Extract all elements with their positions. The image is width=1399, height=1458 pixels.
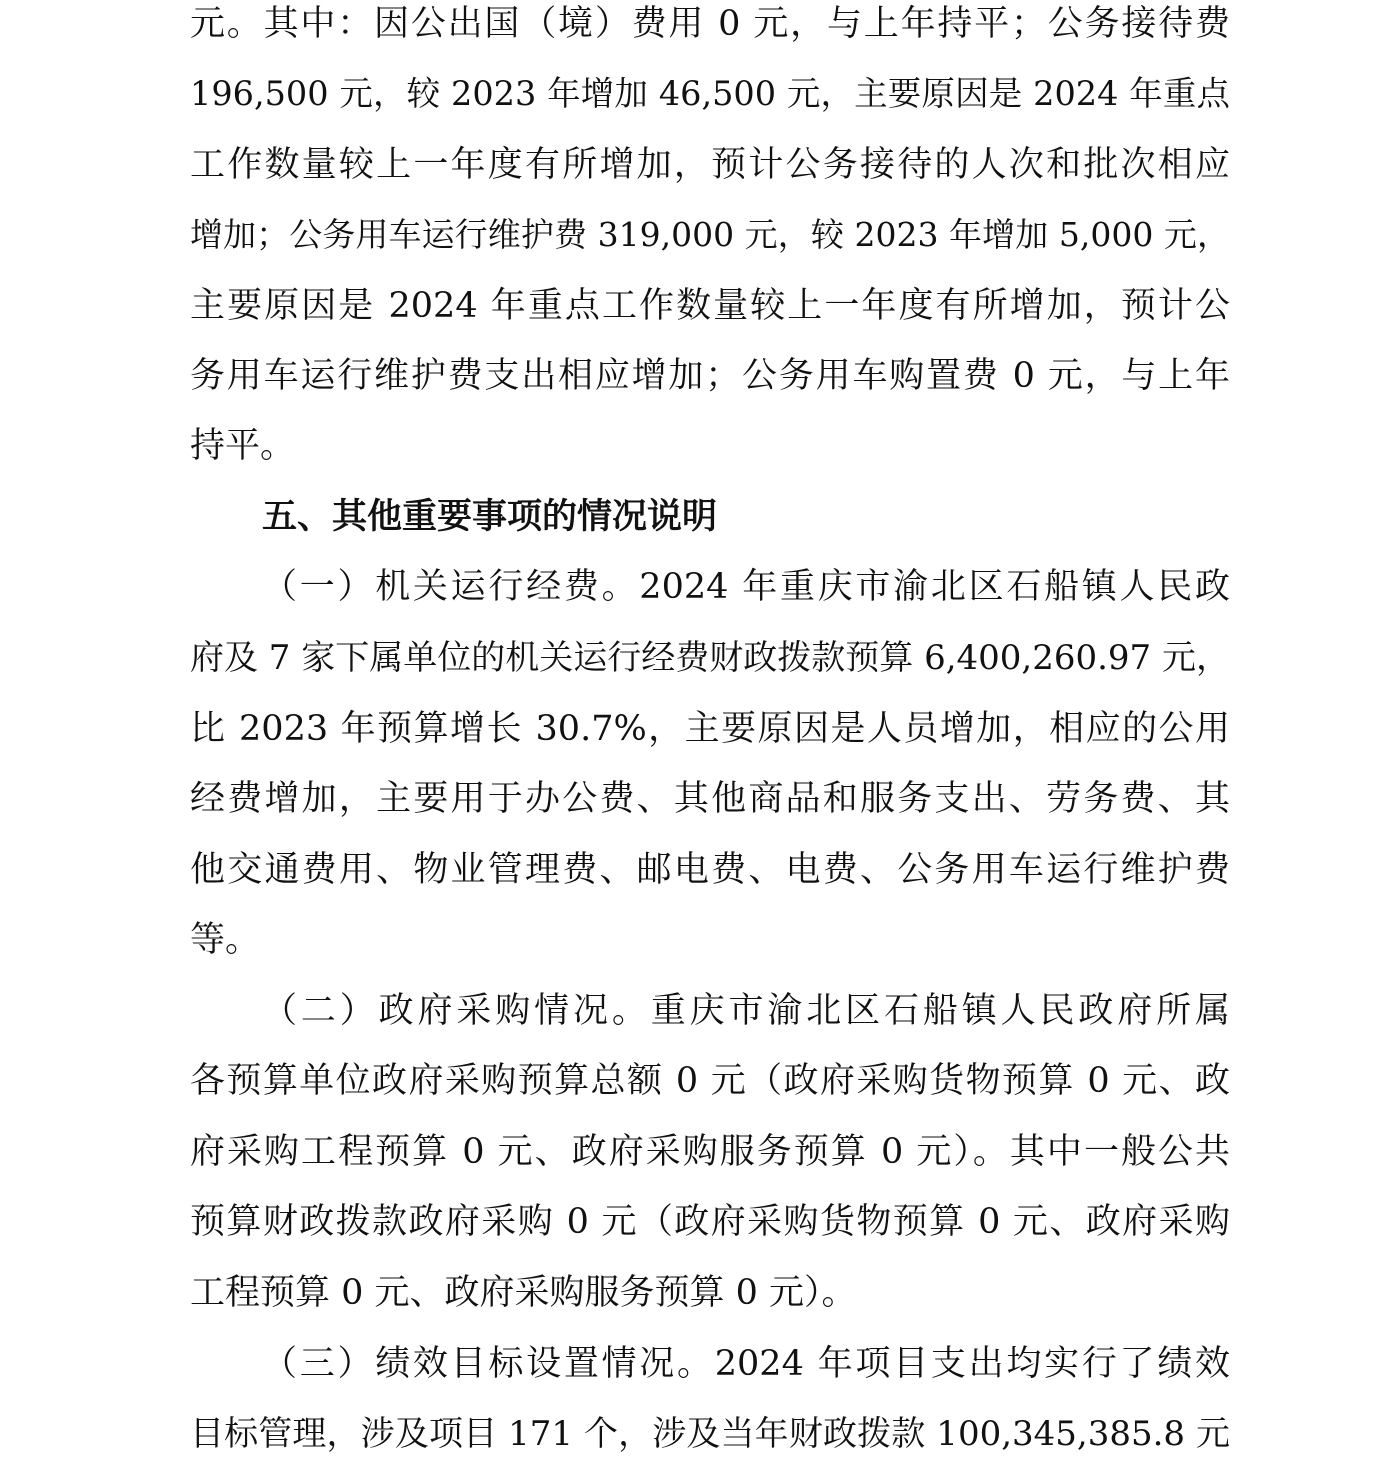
paragraph-line: 府及 7 家下属单位的机关运行经费财政拨款预算 6,400,260.97 元，	[190, 638, 1230, 678]
section-heading: 五、其他重要事项的情况说明	[262, 497, 718, 537]
paragraph-line: 目标管理，涉及项目 171 个，涉及当年财政拨款 100,345,385.8 元	[190, 1414, 1230, 1454]
paragraph-line: 元。其中：因公出国（境）费用 0 元，与上年持平；公务接待费	[190, 4, 1230, 44]
paragraph-line: 196,500 元，较 2023 年增加 46,500 元，主要原因是 2024 年重点	[190, 74, 1230, 113]
paragraph-line: 他交通费用、物业管理费、邮电费、电费、公务用车运行维护费	[190, 850, 1230, 890]
paragraph-line: （二）政府采购情况。重庆市渝北区石船镇人民政府所属	[262, 991, 1230, 1031]
paragraph-line: 预算财政拨款政府采购 0 元（政府采购货物预算 0 元、政府采购	[190, 1202, 1230, 1242]
paragraph-line: 工程预算 0 元、政府采购服务预算 0 元）。	[190, 1273, 857, 1313]
paragraph-line: 持平。	[190, 426, 296, 466]
paragraph-line: 府采购工程预算 0 元、政府采购服务预算 0 元）。其中一般公共	[190, 1132, 1230, 1172]
paragraph-line: 经费增加，主要用于办公费、其他商品和服务支出、劳务费、其	[190, 779, 1230, 819]
paragraph-line: 增加；公务用车运行维护费 319,000 元，较 2023 年增加 5,000 元，	[190, 215, 1230, 254]
paragraph-line: 务用车运行维护费支出相应增加；公务用车购置费 0 元，与上年	[190, 356, 1230, 396]
paragraph-line: 比 2023 年预算增长 30.7%，主要原因是人员增加，相应的公用	[190, 709, 1230, 749]
paragraph-line: （三）绩效目标设置情况。2024 年项目支出均实行了绩效	[262, 1344, 1230, 1384]
paragraph-line: （一）机关运行经费。2024 年重庆市渝北区石船镇人民政	[262, 567, 1230, 607]
paragraph-line: 主要原因是 2024 年重点工作数量较上一年度有所增加，预计公	[190, 286, 1230, 326]
paragraph-line: 工作数量较上一年度有所增加，预计公务接待的人次和批次相应	[190, 145, 1230, 185]
paragraph-line: 各预算单位政府采购预算总额 0 元（政府采购货物预算 0 元、政	[190, 1061, 1230, 1101]
paragraph-line: 等。	[190, 920, 261, 960]
